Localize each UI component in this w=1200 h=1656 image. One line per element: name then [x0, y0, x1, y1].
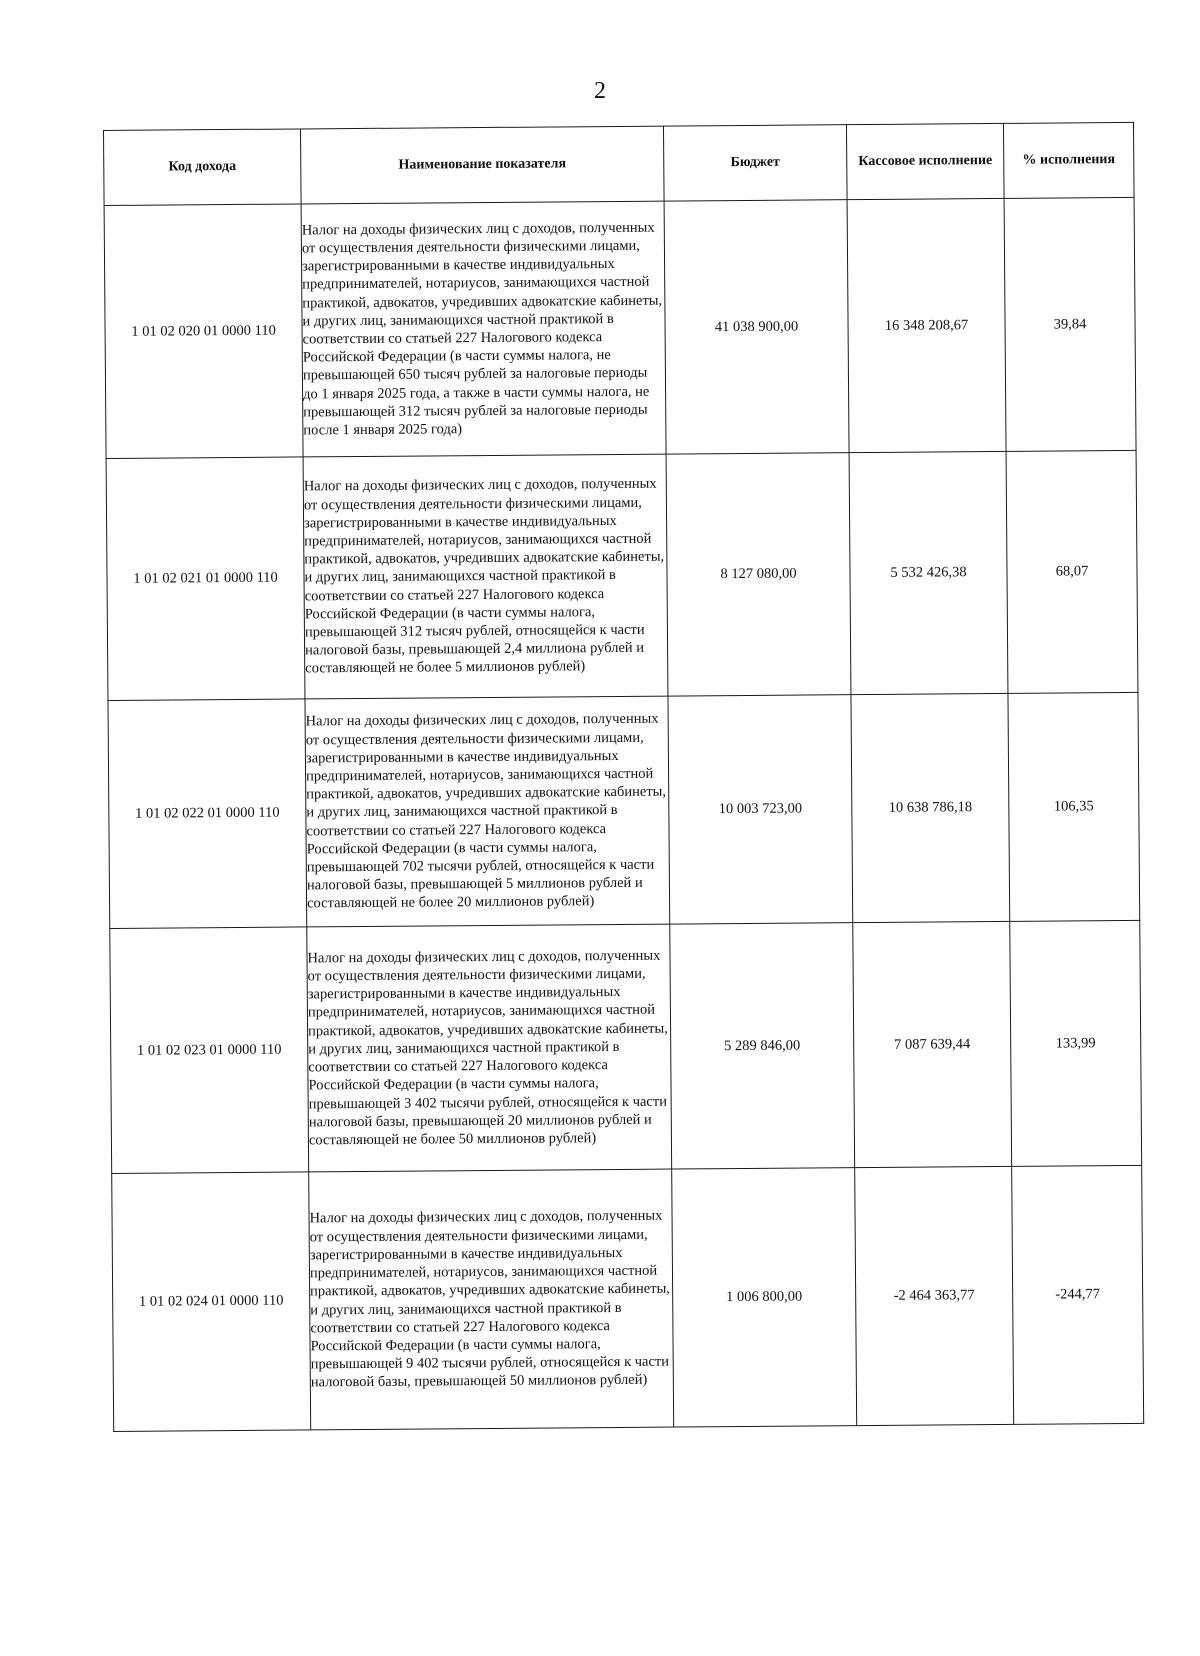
table-row: [110, 920, 1142, 1173]
header-row: [104, 122, 1135, 205]
table-body: [104, 197, 1144, 1431]
table-row: [104, 197, 1136, 458]
income-code: 1 01 02 023 01 0000 110: [110, 927, 309, 1174]
income-code: 1 01 02 024 01 0000 110: [112, 1172, 311, 1432]
table-row: [108, 692, 1140, 928]
table-row: [112, 1165, 1144, 1431]
execution-value: 7 087 639,44: [853, 921, 1012, 1167]
percent-value: 133,99: [1010, 920, 1142, 1166]
budget-value: 8 127 080,00: [666, 453, 851, 696]
budget-value: 41 038 900,00: [664, 200, 849, 454]
budget-value: 10 003 723,00: [668, 695, 853, 924]
budget-value: 1 006 800,00: [672, 1168, 857, 1427]
income-code: 1 01 02 021 01 0000 110: [106, 457, 305, 701]
header-name: Наименование показателя: [300, 126, 664, 204]
percent-value: -244,77: [1012, 1165, 1144, 1424]
percent-value: 39,84: [1004, 197, 1136, 451]
budget-value: 5 289 846,00: [670, 923, 855, 1169]
percent-value: 68,07: [1006, 450, 1138, 693]
indicator-name: Налог на доходы физических лиц с доходов, полученных от осуществления деятельности физическими лицами, зарегистрированными в качестве индивидуальных предпринимателей, нотариусов, занимающихся частной практикой, адвокатов, учредивших адвокатские кабинеты, и других лиц, занимающихся частной практикой в соответствии со статьей 227 Налогового кодекса Российской Федерации (в части суммы налога, превышающей 9 402 тысячи рублей, относящейся к части налоговой базы, превышающей 50 миллионов рублей): [309, 1169, 674, 1430]
header-budget: Бюджет: [663, 125, 847, 201]
page-number: 2: [594, 78, 606, 104]
execution-value: -2 464 363,77: [855, 1166, 1014, 1425]
header-percent: % исполнения: [1003, 122, 1134, 198]
income-code: 1 01 02 020 01 0000 110: [104, 204, 303, 459]
execution-value: 5 532 426,38: [849, 451, 1008, 694]
execution-value: 10 638 786,18: [851, 693, 1010, 922]
header-code: Код дохода: [104, 129, 302, 206]
header-execution-label: Кассовое исполнение: [858, 153, 993, 170]
execution-value: 16 348 208,67: [847, 198, 1006, 452]
indicator-name: Налог на доходы физических лиц с доходов, полученных от осуществления деятельности физическими лицами, зарегистрированными в качестве индивидуальных предпринимателей, нотариусов, занимающихся частной практикой, адвокатов, учредивших адвокатские кабинеты, и других лиц, занимающихся частной практикой в соответствии со статьей 227 Налогового кодекса Российской Федерации (в части суммы налога, не превышающей 650 тысяч рублей за налоговые периоды до 1 января 2025 года, а также в части суммы налога, не превышающей 312 тысяч рублей за налоговые периоды после 1 января 2025 года): [301, 201, 666, 457]
indicator-name: Налог на доходы физических лиц с доходов, полученных от осуществления деятельности физическими лицами, зарегистрированными в качестве индивидуальных предпринимателей, нотариусов, занимающихся частной практикой, адвокатов, учредивших адвокатские кабинеты, и других лиц, занимающихся частной практикой в соответствии со статьей 227 Налогового кодекса Российской Федерации (в части суммы налога, превышающей 3 402 тысячи рублей, относящейся к части налоговой базы, превышающей 20 миллионов рублей и составляющей не более 50 миллионов рублей): [307, 924, 672, 1172]
header-execution: [846, 123, 1004, 199]
revenue-table: [103, 122, 1144, 1432]
indicator-name: Налог на доходы физических лиц с доходов, полученных от осуществления деятельности физическими лицами, зарегистрированными в качестве индивидуальных предпринимателей, нотариусов, занимающихся частной практикой, адвокатов, учредивших адвокатские кабинеты, и других лиц, занимающихся частной практикой в соответствии со статьей 227 Налогового кодекса Российской Федерации (в части суммы налога, превышающей 702 тысячи рублей, относящейся к части налоговой базы, превышающей 5 миллионов рублей и составляющей не более 20 миллионов рублей): [305, 696, 670, 927]
table-header: [104, 122, 1135, 205]
indicator-name: Налог на доходы физических лиц с доходов, полученных от осуществления деятельности физическими лицами, зарегистрированными в качестве индивидуальных предпринимателей, нотариусов, занимающихся частной практикой, адвокатов, учредивших адвокатские кабинеты, и других лиц, занимающихся частной практикой в соответствии со статьей 227 Налогового кодекса Российской Федерации (в части суммы налога, превышающей 312 тысяч рублей, относящейся к части налоговой базы, превышающей 2,4 миллиона рублей и составляющей не более 5 миллионов рублей): [303, 454, 668, 699]
table-row: [106, 450, 1138, 700]
income-code: 1 01 02 022 01 0000 110: [108, 699, 307, 929]
percent-value: 106,35: [1008, 692, 1140, 921]
